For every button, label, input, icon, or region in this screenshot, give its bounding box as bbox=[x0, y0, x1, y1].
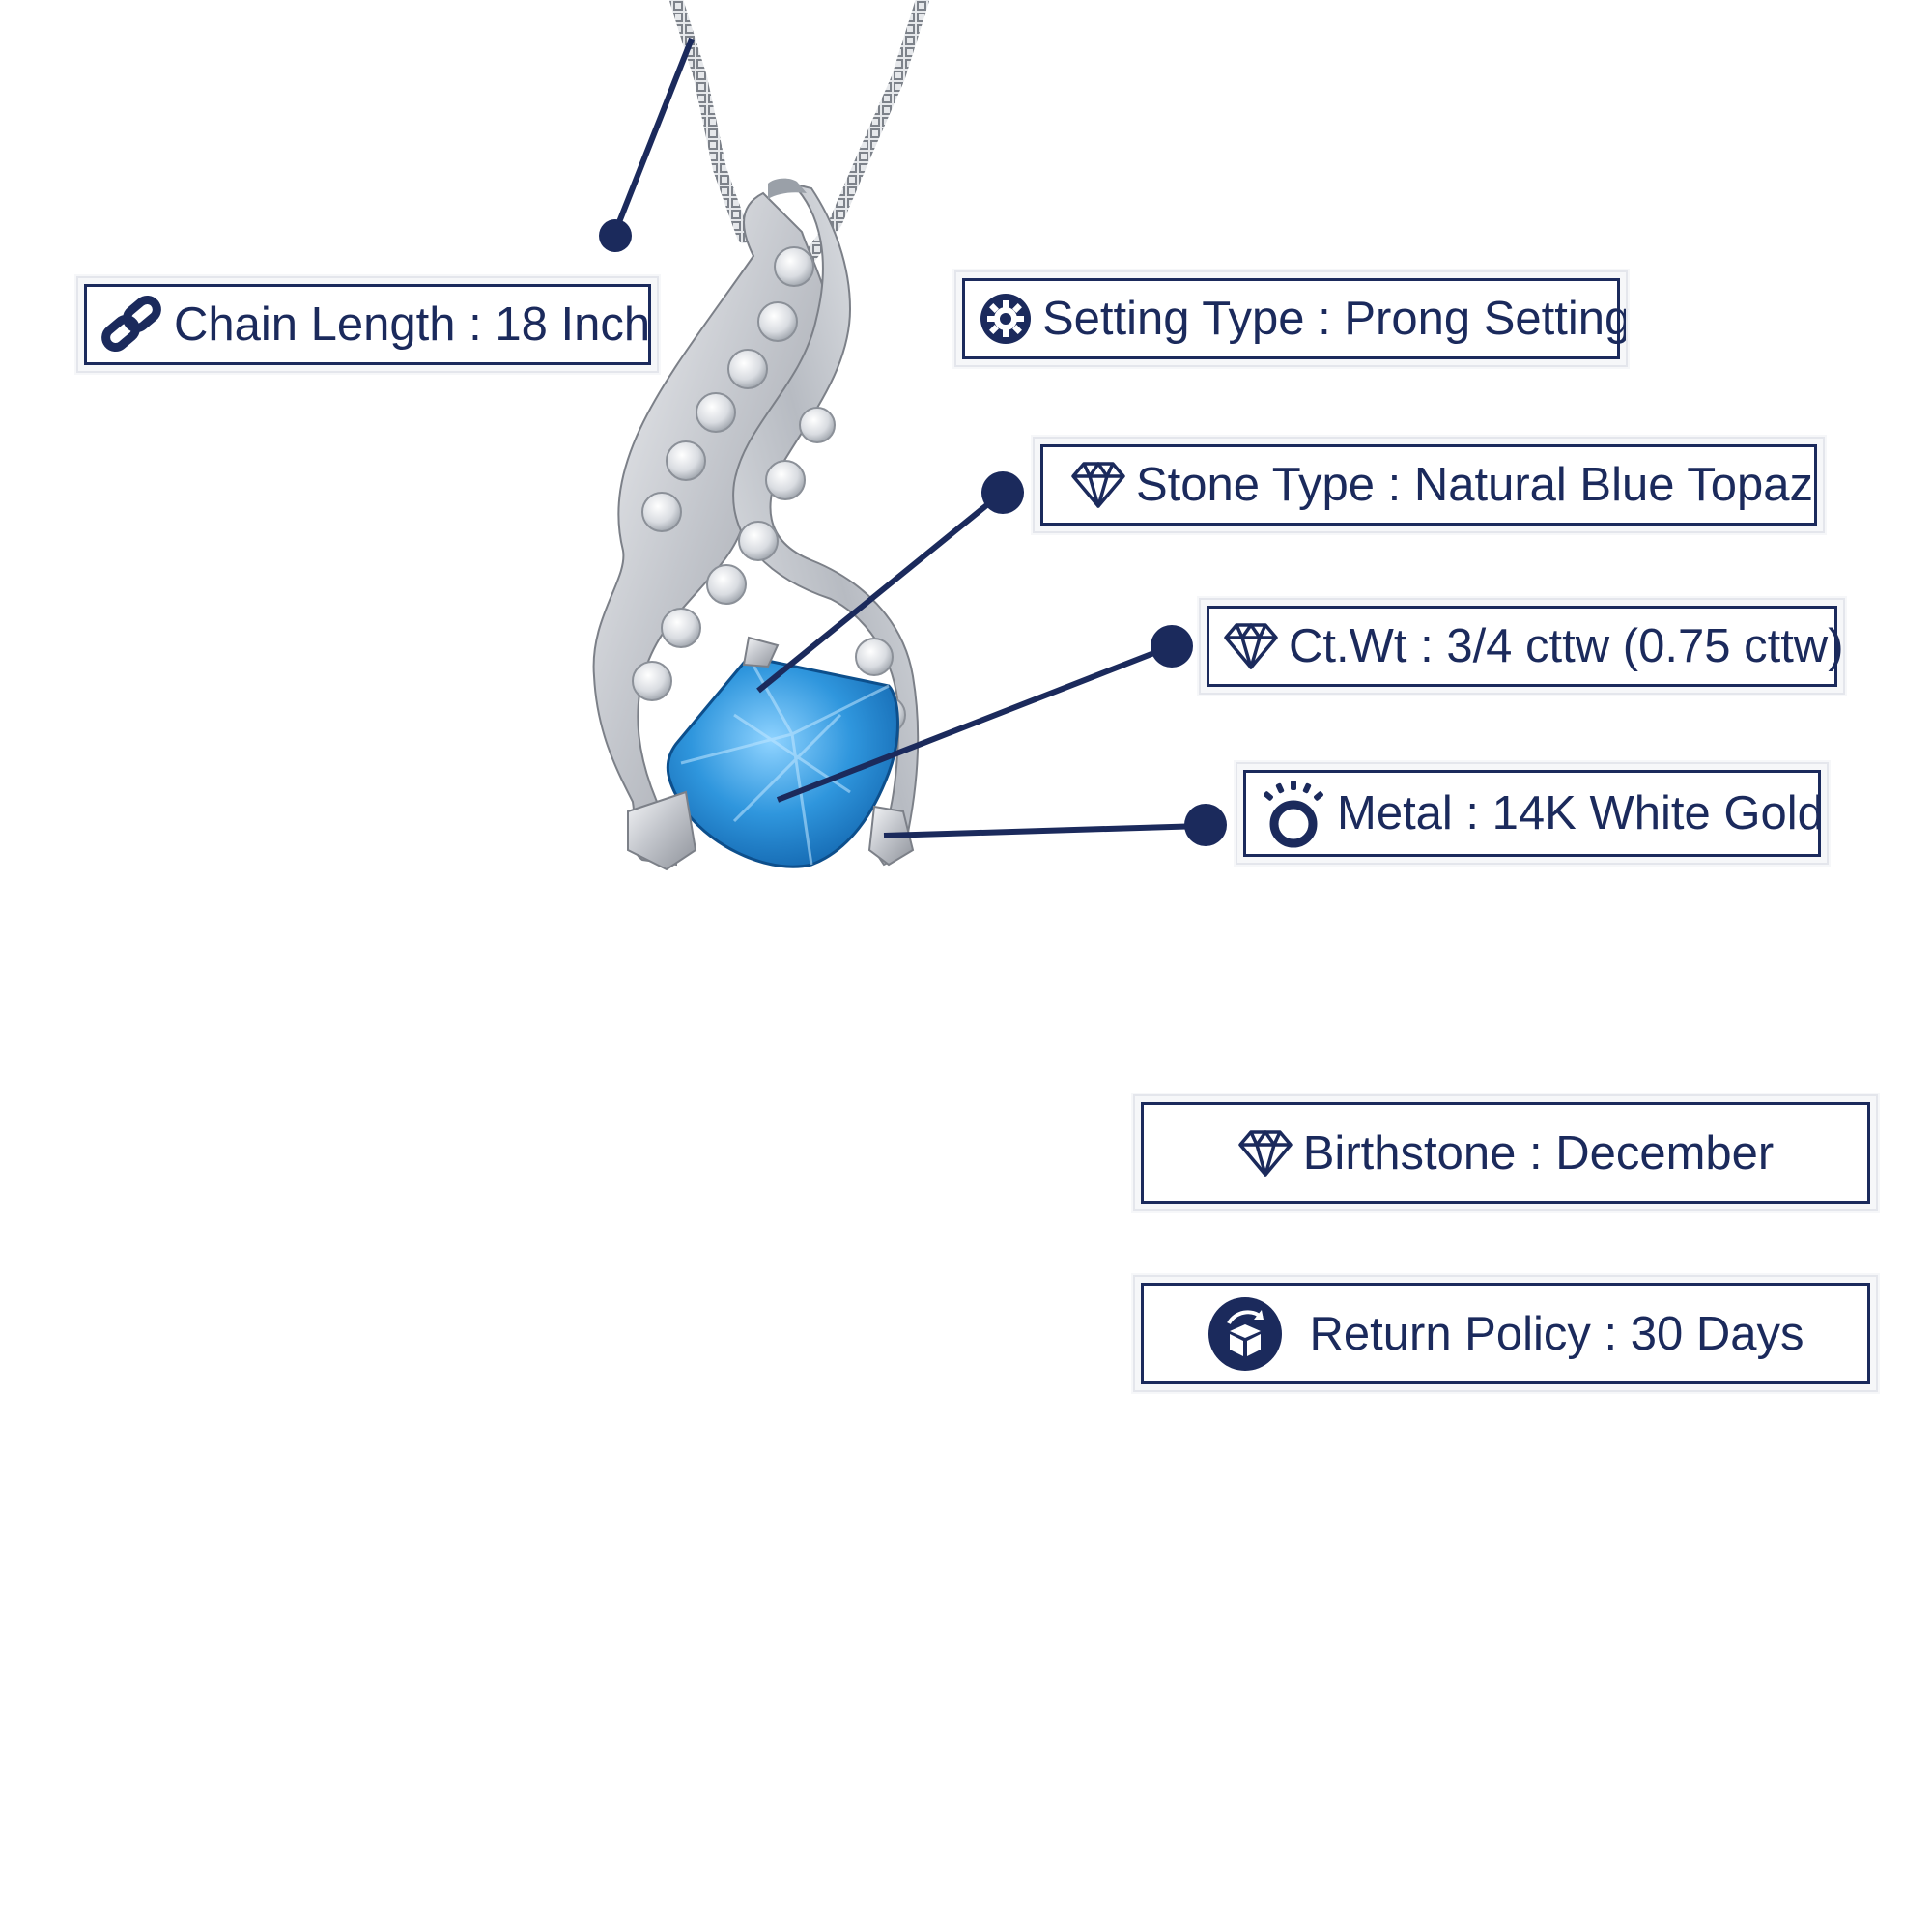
spec-metal bbox=[1243, 770, 1824, 857]
spec-label: Ct.Wt : 3/4 cttw (0.75 cttw) bbox=[1289, 620, 1844, 672]
spec-birthstone bbox=[1141, 1102, 1870, 1204]
spec-label: Stone Type : Natural Blue Topaz bbox=[1136, 459, 1813, 511]
spec-chain-length bbox=[84, 284, 651, 365]
spec-setting-type bbox=[962, 278, 1632, 359]
diamond-icon bbox=[1070, 461, 1126, 509]
ring-icon bbox=[1260, 779, 1327, 848]
return-box-icon bbox=[1208, 1296, 1283, 1372]
spec-label: Return Policy : 30 Days bbox=[1309, 1307, 1804, 1360]
spec-carat-weight bbox=[1207, 606, 1844, 687]
chain bbox=[676, 0, 923, 261]
chain-link-icon bbox=[100, 295, 164, 355]
spec-return-policy bbox=[1141, 1283, 1870, 1384]
diamond-icon bbox=[1237, 1129, 1293, 1178]
spec-label: Birthstone : December bbox=[1302, 1126, 1775, 1179]
spec-label: Setting Type : Prong Setting bbox=[1042, 293, 1632, 345]
spec-label: Metal : 14K White Gold bbox=[1337, 787, 1824, 839]
spec-stone-type bbox=[1040, 444, 1817, 526]
diamond-icon bbox=[1223, 622, 1279, 670]
spec-label: Chain Length : 18 Inch bbox=[174, 298, 651, 351]
gear-icon bbox=[979, 292, 1033, 346]
